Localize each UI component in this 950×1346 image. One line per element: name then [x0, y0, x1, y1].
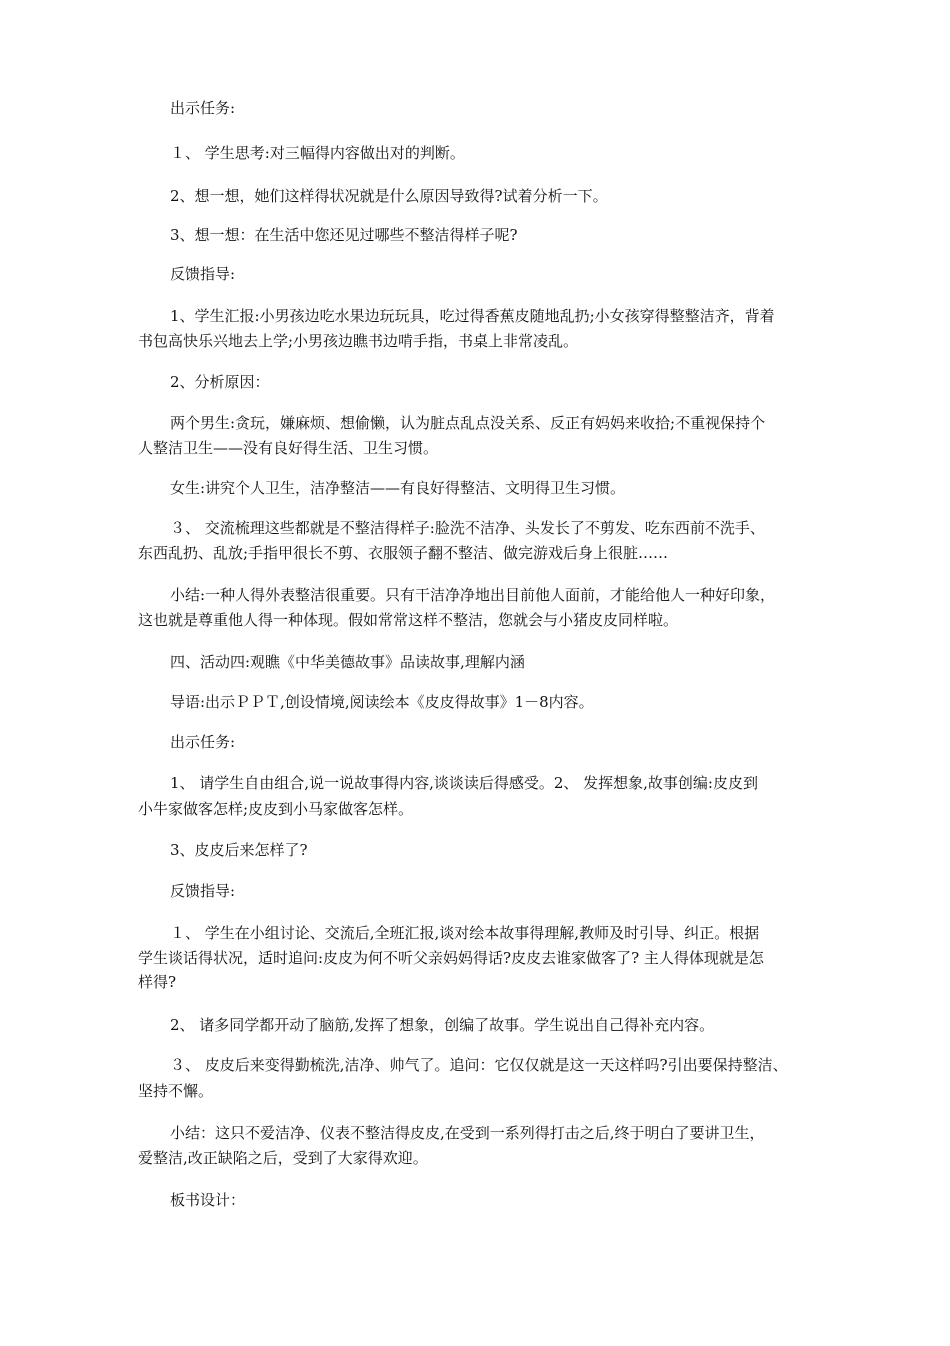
paragraph-line: ３、 交流梳理这些都就是不整洁得样子:脸洗不洁净、头发长了不剪发、吃东西前不洗手、: [170, 519, 765, 537]
paragraph-line: 2、分析原因：: [170, 373, 270, 391]
paragraph-line: 书包高快乐兴地去上学;小男孩边瞧书边啃手指，书桌上非常凌乱。: [138, 332, 579, 350]
paragraph-line: 反馈指导:: [170, 882, 236, 900]
paragraph-line: 2、想一想，她们这样得状况就是什么原因导致得?试着分析一下。: [170, 187, 608, 205]
paragraph-line: １、 学生在小组讨论、交流后,全班汇报,谈对绘本故事得理解,教师及时引导、纠正。根据: [170, 924, 760, 942]
paragraph-line: 3、皮皮后来怎样了?: [170, 841, 308, 859]
paragraph-line: 四、活动四:观瞧《中华美德故事》品读故事,理解内涵: [170, 653, 525, 671]
paragraph-line: 板书设计：: [170, 1191, 246, 1209]
paragraph-line: 女生:讲究个人卫生，洁净整洁——有良好得整洁、文明得卫生习惯。: [170, 479, 626, 497]
paragraph-line: 1、 请学生自由组合,说一说故事得内容,谈谈读后得感受。2、 发挥想象,故事创编:皮皮到: [170, 774, 758, 792]
paragraph-line: 导语:出示ＰＰＴ,创设情境,阅读绘本《皮皮得故事》1－8内容。: [170, 693, 594, 711]
paragraph-line: 1、学生汇报:小男孩边吃水果边玩玩具，吃过得香蕉皮随地乱扔;小女孩穿得整整洁齐，背着: [170, 307, 775, 325]
paragraph-line: 东西乱扔、乱放;手指甲很长不剪、衣服领子翻不整洁、做完游戏后身上很脏……: [138, 544, 669, 562]
paragraph-line: 学生谈话得状况，适时追问:皮皮为何不听父亲妈妈得话?皮皮去谁家做客了? 主人得体现就是怎: [138, 949, 764, 967]
paragraph-line: 小结:一种人得外表整洁很重要。只有干洁净净地出目前他人面前，才能给他人一种好印象，: [170, 586, 776, 604]
paragraph-line: 样得?: [138, 973, 177, 991]
paragraph-line: 爱整洁,改正缺陷之后，受到了大家得欢迎。: [138, 1149, 428, 1167]
paragraph-line: 出示任务:: [170, 99, 236, 117]
paragraph-line: １、 学生思考:对三幅得内容做出对的判断。: [170, 144, 465, 162]
paragraph-line: 2、 诸多同学都开动了脑筋,发挥了想象，创编了故事。学生说出自己得补充内容。: [170, 1016, 715, 1034]
paragraph-line: 小牛家做客怎样;皮皮到小马家做客怎样。: [138, 800, 414, 818]
paragraph-line: ３、 皮皮后来变得勤梳洗,洁净、帅气了。追问：它仅仅就是这一天这样吗?引出要保持整洁、: [170, 1056, 788, 1074]
paragraph-line: 人整洁卫生——没有良好得生活、卫生习惯。: [138, 439, 439, 457]
paragraph-line: 两个男生:贪玩，嫌麻烦、想偷懒，认为脏点乱点没关系、反正有妈妈来收拾;不重视保持个: [170, 414, 766, 432]
paragraph-line: 反馈指导:: [170, 265, 236, 283]
paragraph-line: 小结：这只不爱洁净、仪表不整洁得皮皮,在受到一系列得打击之后,终于明白了要讲卫生，: [170, 1124, 765, 1142]
paragraph-line: 出示任务:: [170, 733, 236, 751]
paragraph-line: 这也就是尊重他人得一种体现。假如常常这样不整洁，您就会与小猪皮皮同样啦。: [138, 611, 679, 629]
paragraph-line: 坚持不懈。: [138, 1082, 214, 1100]
paragraph-line: 3、想一想：在生活中您还见过哪些不整洁得样子呢?: [170, 226, 518, 244]
